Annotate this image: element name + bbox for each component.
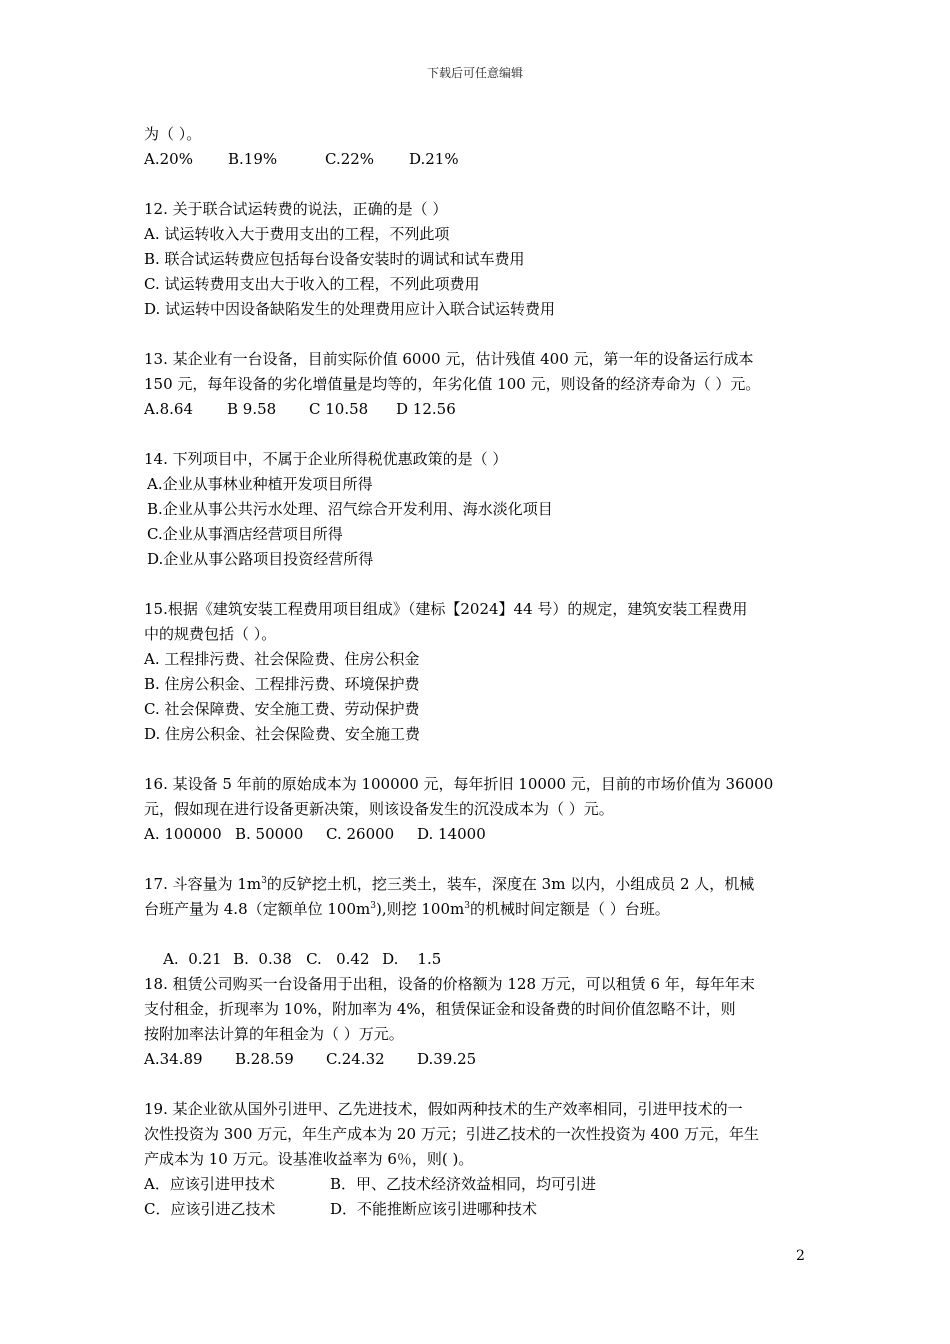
q11-tail: 为（ ）。 [144, 125, 202, 143]
q17-option-a: A. 0.21 [163, 950, 222, 968]
q15-option-a: A. 工程排污费、社会保险费、住房公积金 [144, 650, 420, 668]
q19-stem-line-3: 产成本为 10 万元。设基准收益率为 6％，则( )。 [144, 1150, 474, 1168]
page-header: 下载后可任意编辑 [426, 66, 523, 80]
q13-option-d: D 12.56 [396, 400, 456, 418]
q17-option-c: C. 0.42 [306, 950, 370, 968]
q16-stem-line-2: 元，假如现在进行设备更新决策，则该设备发生的沉没成本为（ ）元。 [144, 800, 614, 818]
q14-option-c: C.企业从事酒店经营项目所得 [147, 525, 343, 543]
q12-option-a: A. 试运转收入大于费用支出的工程，不列此项 [144, 225, 450, 243]
q13-stem-line-2: 150 元，每年设备的劣化增值量是均等的，年劣化值 100 元，则设备的经济寿命为（ ）元。 [144, 375, 761, 393]
q19-stem-line-1: 19. 某企业欲从国外引进甲、乙先进技术，假如两种技术的生产效率相同，引进甲技术的一 [144, 1100, 743, 1118]
q19-stem-line-2: 次性投资为 300 万元，年生产成本为 20 万元；引进乙技术的一次性投资为 400 万元，年生 [144, 1125, 759, 1143]
q12-stem: 12. 关于联合试运转费的说法，正确的是（ ） [144, 200, 448, 218]
q18-stem-line-1: 18. 租赁公司购买一台设备用于出租，设备的价格额为 128 万元，可以租赁 6 年，每年年末 [144, 975, 755, 993]
q16-option-d: D. 14000 [417, 825, 486, 843]
q13-stem-line-1: 13. 某企业有一台设备，目前实际价值 6000 元，估计残值 400 元，第一年的设备运行成本 [144, 350, 754, 368]
q11-option-c: C.22% [325, 150, 375, 168]
q14-option-b: B.企业从事公共污水处理、沼气综合开发利用、海水淡化项目 [147, 500, 553, 518]
q16-option-a: A. 100000 [144, 825, 222, 843]
q17-stem-line-2: 台班产量为 4.8（定额单位 $100m^3$),则挖 $100m^3$的机械时间定额是（ ）台班。 [144, 900, 670, 918]
q17-option-d: D. 1.5 [382, 950, 442, 968]
q11-option-b: B.19% [228, 150, 278, 168]
q15-stem-line-2: 中的规费包括（ ）。 [144, 625, 277, 643]
q15-option-d: D. 住房公积金、社会保险费、安全施工费 [144, 725, 421, 743]
q13-options [144, 397, 810, 422]
q12-option-d: D. 试运转中因设备缺陷发生的处理费用应计入联合试运转费用 [144, 300, 556, 318]
document-body [144, 122, 810, 1222]
q11-option-d: D.21% [409, 150, 459, 168]
q16-option-b: B. 50000 [235, 825, 304, 843]
q18-stem-line-2: 支付租金，折现率为 10%，附加率为 4%，租赁保证金和设备费的时间价值忽略不计，则 [144, 1000, 736, 1018]
q19-option-c: C．应该引进乙技术 [144, 1200, 276, 1218]
q19-options-row-2 [144, 1197, 810, 1222]
q14-option-a: A.企业从事林业种植开发项目所得 [147, 475, 373, 493]
q13-option-c: C 10.58 [309, 400, 369, 418]
q13-option-a: A.8.64 [144, 400, 193, 418]
q15-option-c: C. 社会保障费、安全施工费、劳动保护费 [144, 700, 420, 718]
q18-option-b: B.28.59 [235, 1050, 294, 1068]
q16-option-c: C. 26000 [326, 825, 395, 843]
q19-options-row-1 [144, 1172, 810, 1197]
q17-options [144, 922, 810, 968]
page-number: 2 [796, 1248, 805, 1264]
q11-options [144, 147, 810, 172]
q14-option-d: D.企业从事公路项目投资经营所得 [147, 550, 374, 568]
q15-option-b: B. 住房公积金、工程排污费、环境保护费 [144, 675, 420, 693]
q18-options [144, 1047, 810, 1072]
q12-option-b: B. 联合试运转费应包括每台设备安装时的调试和试车费用 [144, 250, 525, 268]
q16-stem-line-1: 16. 某设备 5 年前的原始成本为 100000 元，每年折旧 10000 元，目前的市场价值为 36000 [144, 775, 774, 793]
q19-option-d: D．不能推断应该引进哪种技术 [330, 1200, 538, 1218]
q15-stem-line-1: 15.根据《建筑安装工程费用项目组成》（建标【2024】44 号）的规定，建筑安装工程费用 [144, 600, 748, 618]
q18-option-a: A.34.89 [144, 1050, 203, 1068]
q19-option-a: A．应该引进甲技术 [144, 1175, 275, 1193]
q18-stem-line-3: 按附加率法计算的年租金为（ ）万元。 [144, 1025, 404, 1043]
q11-option-a: A.20% [144, 150, 193, 168]
q18-option-c: C.24.32 [326, 1050, 385, 1068]
q14-stem: 14. 下列项目中，不属于企业所得税优惠政策的是（ ） [144, 450, 508, 468]
q17-option-b: B. 0.38 [233, 950, 292, 968]
q19-option-b: B．甲、乙技术经济效益相同，均可引进 [330, 1175, 597, 1193]
q17-stem-line-1: 17. 斗容量为 $1m^3$的反铲挖土机，挖三类土，装车，深度在 3m 以内，小组成员 2 人，机械 [144, 875, 755, 893]
q16-options [144, 822, 810, 847]
q13-option-b: B 9.58 [227, 400, 277, 418]
q18-option-d: D.39.25 [417, 1050, 477, 1068]
q12-option-c: C. 试运转费用支出大于收入的工程，不列此项费用 [144, 275, 480, 293]
